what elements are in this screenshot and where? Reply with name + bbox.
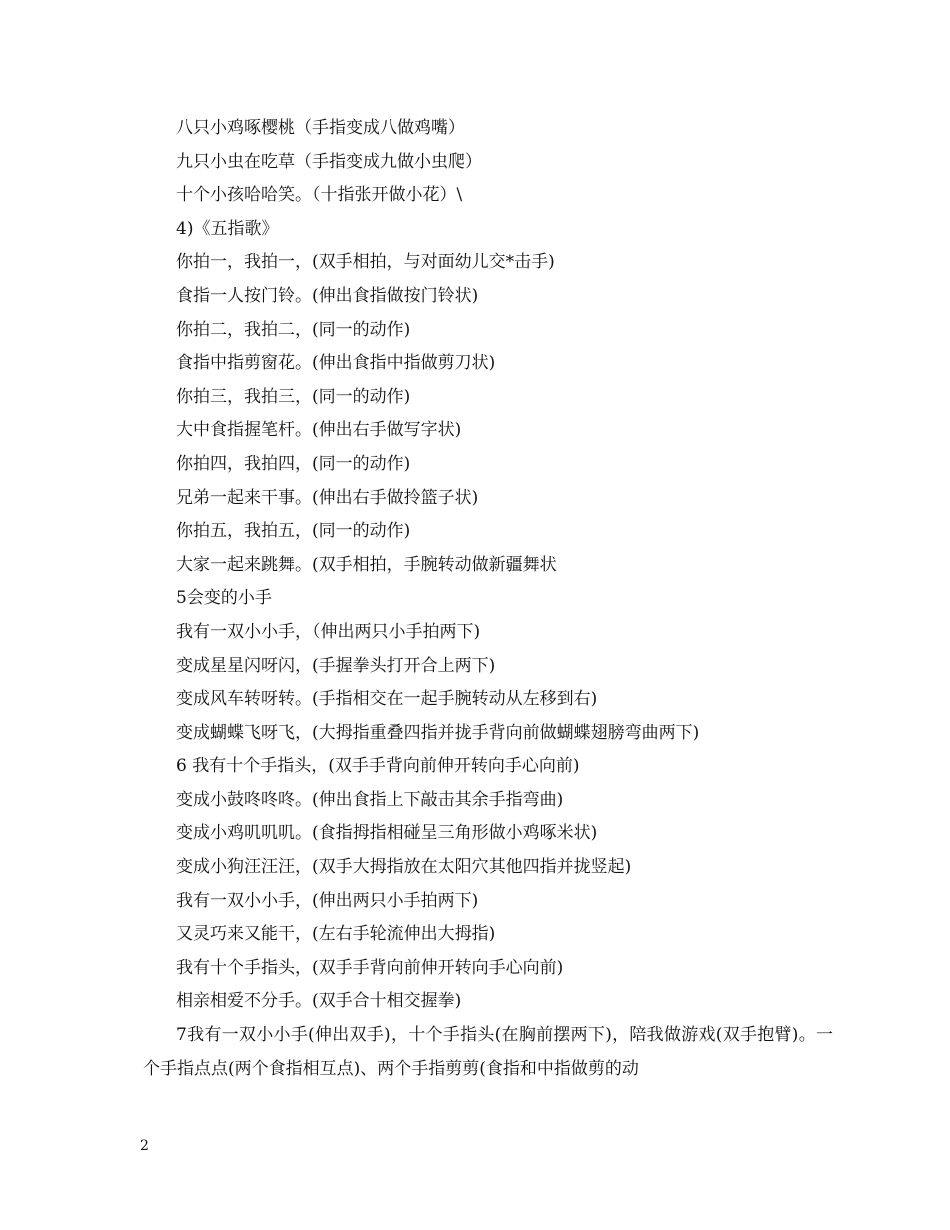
text-paragraph: 7我有一双小小手(伸出双手)，十个手指头(在胸前摆两下)，陪我做游戏(双手抱臂)。一个手指点点(两个食指相互点)、两个手指剪剪(食指和中指做剪的动 [143,1025,833,1079]
text-line: 变成蝴蝶飞呀飞，(大拇指重叠四指并拢手背向前做蝴蝶翅膀弯曲两下) [176,722,700,743]
text-line: 变成小狗汪汪汪，(双手大拇指放在太阳穴其他四指并拢竖起) [176,857,632,878]
text-line: 大中食指握笔杆。(伸出右手做写字状) [176,420,462,441]
text-line: 你拍四，我拍四，(同一的动作) [176,453,411,474]
text-line: 我有一双小小手，（伸出两只小手拍两下) [176,621,481,642]
text-line: 变成风车转呀转。(手指相交在一起手腕转动从左移到右) [176,689,598,710]
text-line: 食指中指剪窗花。(伸出食指中指做剪刀状) [176,353,496,374]
text-line: 大家一起来跳舞。(双手相拍，手腕转动做新疆舞状 [176,554,557,575]
text-line: 兄弟一起来干事。(伸出右手做拎篮子状) [176,487,479,508]
section-heading: 4)《五指歌》 [176,218,279,239]
text-line: 变成小鼓咚咚咚。(伸出食指上下敲击其余手指弯曲) [176,789,564,810]
text-line: 八只小鸡啄樱桃（手指变成八做鸡嘴） [176,118,465,138]
text-line: 变成小鸡叽叽叽。(食指拇指相碰呈三角形做小鸡啄米状) [176,823,598,844]
text-line: 相亲相爱不分手。(双手合十相交握拳) [176,991,462,1012]
text-line: 九只小虫在吃草（手指变成九做小虫爬） [176,151,482,172]
page-number: 2 [140,1138,149,1154]
text-line: 我有一双小小手，(伸出两只小手拍两下) [176,890,479,911]
text-line: 我有十个手指头，(双手手背向前伸开转向手心向前) [176,957,564,978]
text-line: 你拍一，我拍一，(双手相拍，与对面幼儿交*击手) [176,252,555,273]
text-line: 变成星星闪呀闪，(手握拳头打开合上两下) [176,655,496,676]
text-line: 食指一人按门铃。(伸出食指做按门铃状) [176,285,479,306]
text-line: 你拍五，我拍五，(同一的动作) [176,521,411,542]
text-line: 你拍二，我拍二，(同一的动作) [176,319,411,340]
section-heading: 6 我有十个手指头，(双手手背向前伸开转向手心向前) [176,756,580,777]
text-line: 又灵巧来又能干，(左右手轮流伸出大拇指) [176,924,496,945]
page-content [143,112,833,1086]
text-line: 十个小孩哈哈笑。（十指张开做小花）\ [176,185,463,206]
text-line: 你拍三，我拍三，(同一的动作) [176,386,411,407]
section-heading: 5会变的小手 [176,588,272,609]
